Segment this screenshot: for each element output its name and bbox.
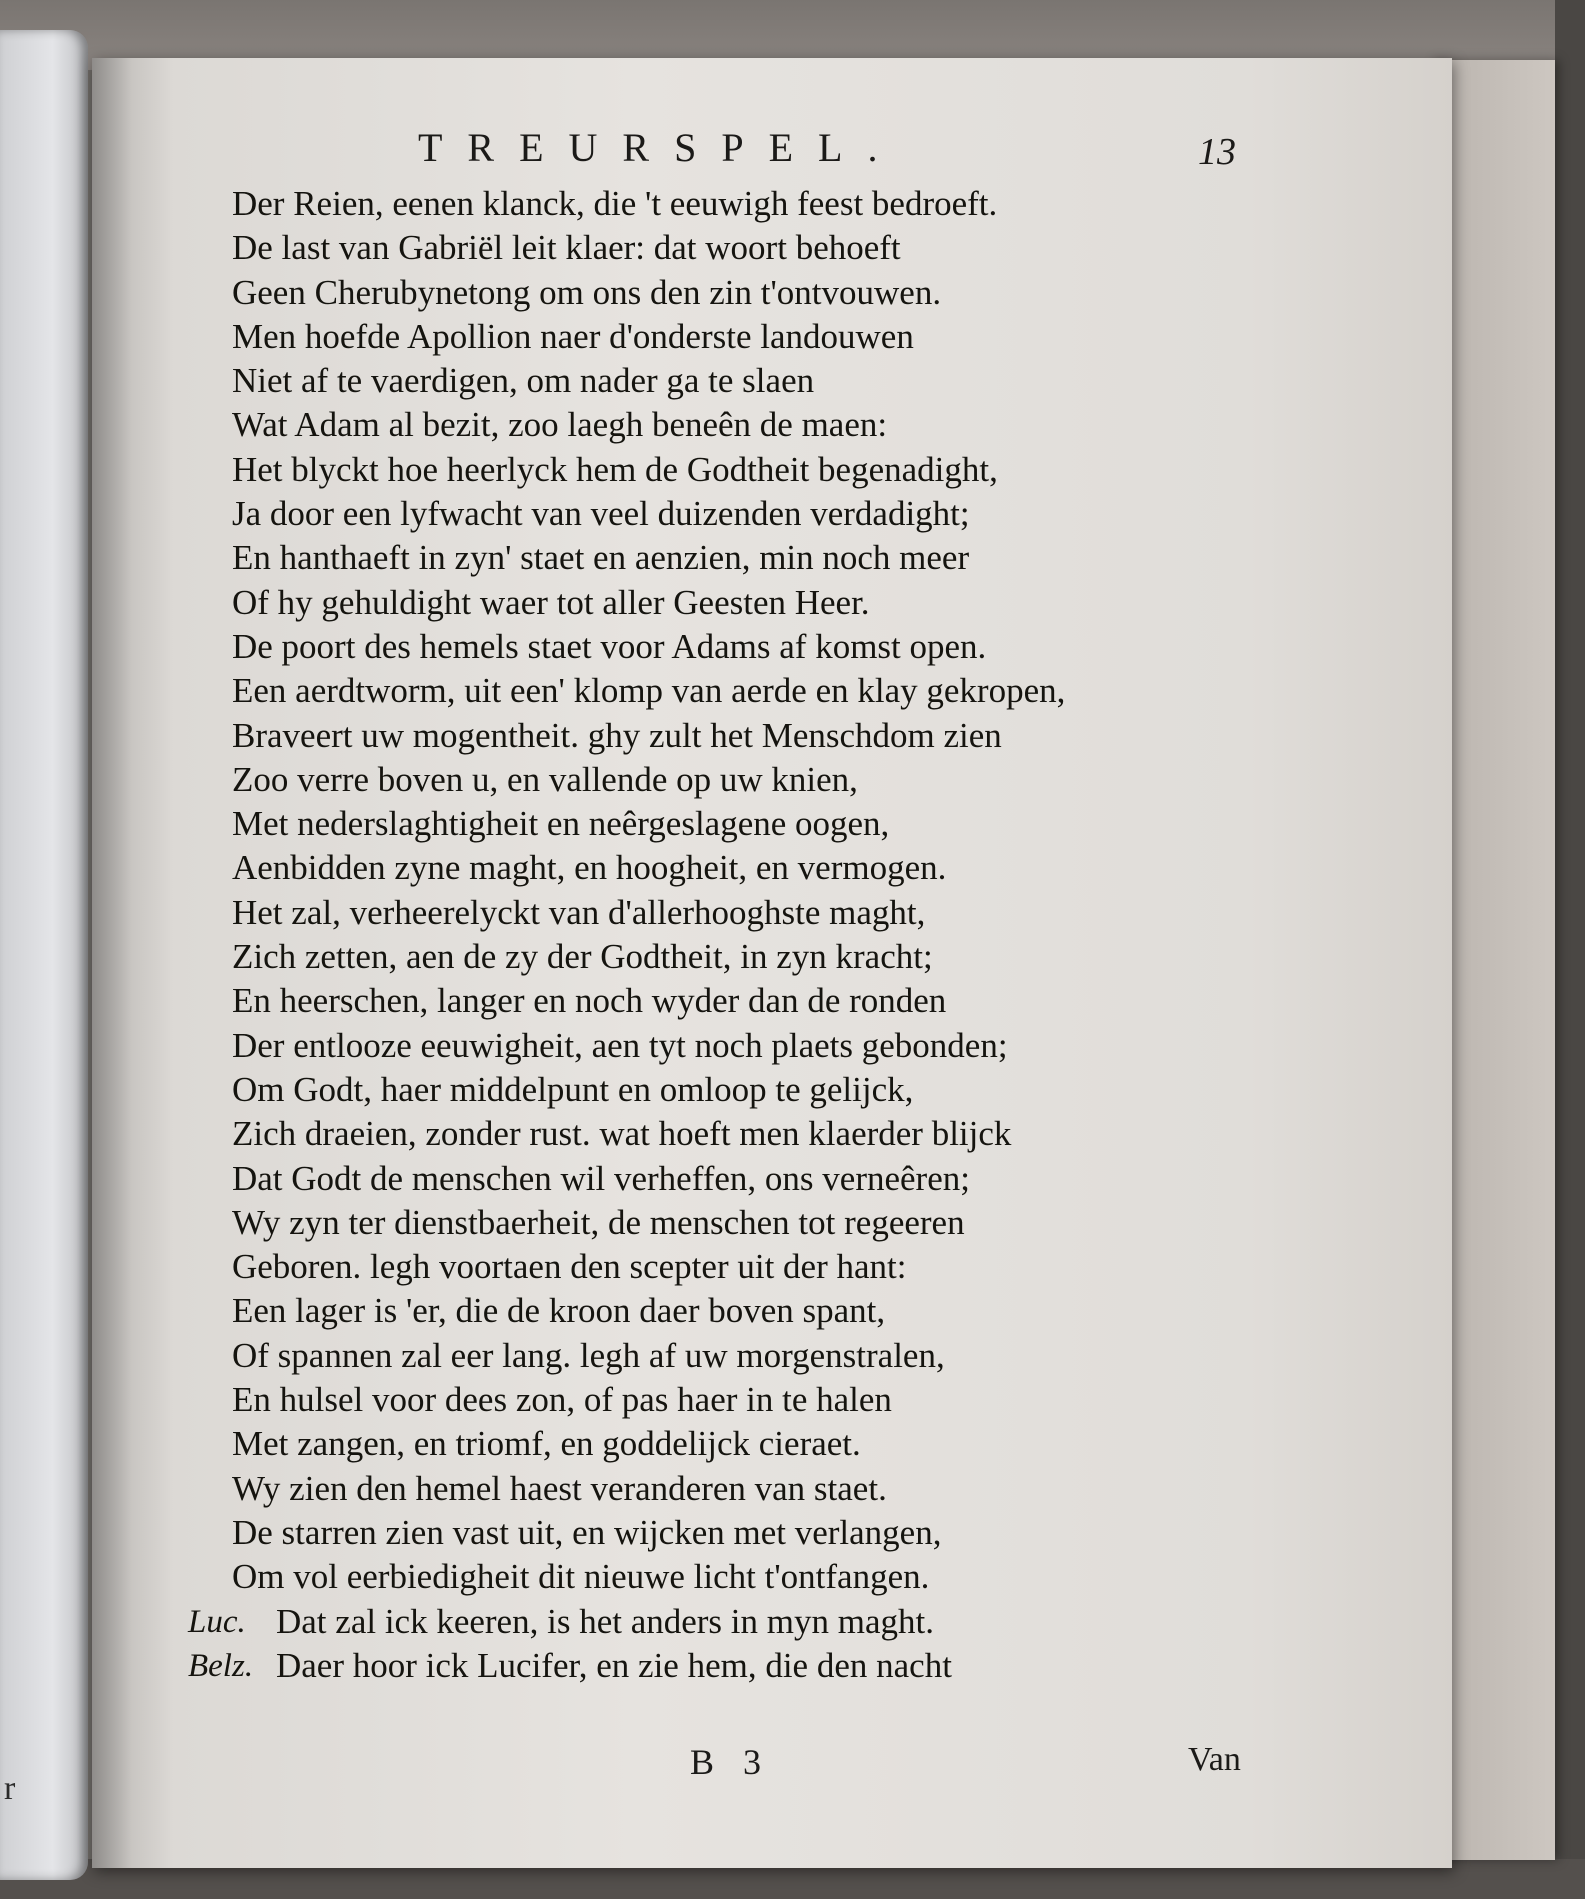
verse-line	[92, 448, 1452, 492]
verse-text: Geboren. legh voortaen den scepter uit der hant:	[232, 1247, 907, 1287]
book-page	[92, 58, 1452, 1868]
verse-line	[92, 1644, 1452, 1688]
previous-page-fragment: r	[4, 1770, 16, 1807]
verse-text: Wy zyn ter dienstbaerheit, de menschen tot regeeren	[232, 1202, 965, 1242]
verse-line	[92, 1289, 1452, 1333]
verse-line	[92, 1467, 1452, 1511]
verse-text: Der Reien, eenen klanck, die 't eeuwigh feest bedroeft.	[232, 184, 998, 223]
verse-line	[92, 625, 1452, 669]
verse-text: Een aerdtworm, uit een' klomp van aerde en klay gekropen,	[232, 671, 1066, 711]
running-head	[92, 124, 1452, 174]
verse-line	[92, 714, 1452, 758]
verse-text: Met nederslaghtigheit en neêrgeslagene oogen,	[232, 804, 890, 844]
catchword: Van	[1188, 1741, 1241, 1778]
verse-text: Met zangen, en triomf, en goddelijck cieraet.	[232, 1424, 861, 1464]
verse-text: Het blyckt hoe heerlyck hem de Godtheit begenadight,	[232, 449, 998, 489]
verse-text: Om vol eerbiedigheit dit nieuwe licht t'ontfangen.	[232, 1557, 930, 1597]
verse-line	[92, 315, 1452, 359]
page-footer	[92, 1741, 1452, 1791]
verse-line	[92, 1024, 1452, 1068]
verse-text: Het zal, verheerelyckt van d'allerhooghste maght,	[232, 892, 926, 932]
verse-line	[92, 935, 1452, 979]
verse-line	[92, 1334, 1452, 1378]
verse-text: Niet af te vaerdigen, om nader ga te slaen	[232, 361, 815, 401]
verse-line	[92, 359, 1452, 403]
verse-text: Om Godt, haer middelpunt en omloop te gelijck,	[232, 1069, 914, 1109]
verse-text: Men hoefde Apollion naer d'onderste landouwen	[232, 316, 914, 356]
verse-text: Wy zien den hemel haest veranderen van staet.	[232, 1468, 887, 1508]
verse-line	[92, 1068, 1452, 1112]
verse-text: Ja door een lyfwacht van veel duizenden verdadight;	[232, 494, 970, 534]
signature-mark: B 3	[690, 1742, 772, 1782]
previous-page-edge	[0, 30, 88, 1880]
verse-text: Of spannen zal eer lang. legh af uw morgenstralen,	[232, 1335, 945, 1375]
verse-line	[92, 1112, 1452, 1156]
verse-text: Zich zetten, aen de zy der Godtheit, in zyn kracht;	[232, 937, 933, 977]
verse-line	[92, 581, 1452, 625]
verse-line	[92, 536, 1452, 580]
verse-text: De poort des hemels staet voor Adams af komst open.	[232, 626, 987, 666]
verse-line	[92, 1157, 1452, 1201]
running-title: TREURSPEL.	[418, 125, 903, 170]
verse-line	[92, 1378, 1452, 1422]
verse-line	[92, 271, 1452, 315]
verse-text: Geen Cherubynetong om ons den zin t'ontvouwen.	[232, 272, 942, 312]
verse-line	[92, 1511, 1452, 1555]
verse-text: Dat Godt de menschen wil verheffen, ons verneêren;	[232, 1158, 970, 1198]
background-right	[1555, 0, 1585, 1899]
verse-text: Zich draeien, zonder rust. wat hoeft men klaerder blijck	[232, 1114, 1012, 1154]
verse-block	[92, 182, 1452, 1688]
verse-text: Of hy gehuldight waer tot aller Geesten Heer.	[232, 582, 870, 622]
verse-line	[92, 492, 1452, 536]
verse-line	[92, 891, 1452, 935]
verse-text: Aenbidden zyne maght, en hoogheit, en vermogen.	[232, 848, 947, 888]
verse-text: En hanthaeft in zyn' staet en aenzien, min noch meer	[232, 538, 970, 578]
verse-text: De starren zien vast uit, en wijcken met verlangen,	[232, 1512, 942, 1552]
verse-text: De last van Gabriël leit klaer: dat woort behoeft	[232, 228, 901, 268]
verse-line	[92, 846, 1452, 890]
verse-line	[92, 669, 1452, 713]
verse-text: Der entlooze eeuwigheit, aen tyt noch plaets gebonden;	[232, 1025, 1008, 1065]
verse-line	[92, 1201, 1452, 1245]
verse-line	[92, 1600, 1452, 1644]
verse-text: En heerschen, langer en noch wyder dan de ronden	[232, 981, 947, 1021]
verse-line	[92, 758, 1452, 802]
verse-line	[92, 802, 1452, 846]
verse-text: Wat Adam al bezit, zoo laegh beneên de maen:	[232, 405, 888, 445]
speaker-label: Luc.	[188, 1603, 246, 1640]
verse-line	[92, 403, 1452, 447]
verse-text: Zoo verre boven u, en vallende op uw knien,	[232, 759, 858, 799]
verse-text: Braveert uw mogentheit. ghy zult het Menschdom zien	[232, 715, 1002, 755]
verse-line	[92, 979, 1452, 1023]
verse-line	[92, 226, 1452, 270]
verse-text: Een lager is 'er, die de kroon daer boven spant,	[232, 1291, 886, 1331]
speaker-label: Belz.	[188, 1647, 254, 1684]
verse-text: Daer hoor ick Lucifer, en zie hem, die den nacht	[276, 1645, 952, 1685]
verse-line	[92, 1422, 1452, 1466]
verse-line	[92, 1555, 1452, 1599]
verse-line	[92, 182, 1452, 226]
verse-text: Dat zal ick keeren, is het anders in myn maght.	[276, 1601, 934, 1641]
page-number: 13	[1198, 131, 1236, 173]
verse-text: En hulsel voor dees zon, of pas haer in te halen	[232, 1380, 892, 1420]
verse-line	[92, 1245, 1452, 1289]
